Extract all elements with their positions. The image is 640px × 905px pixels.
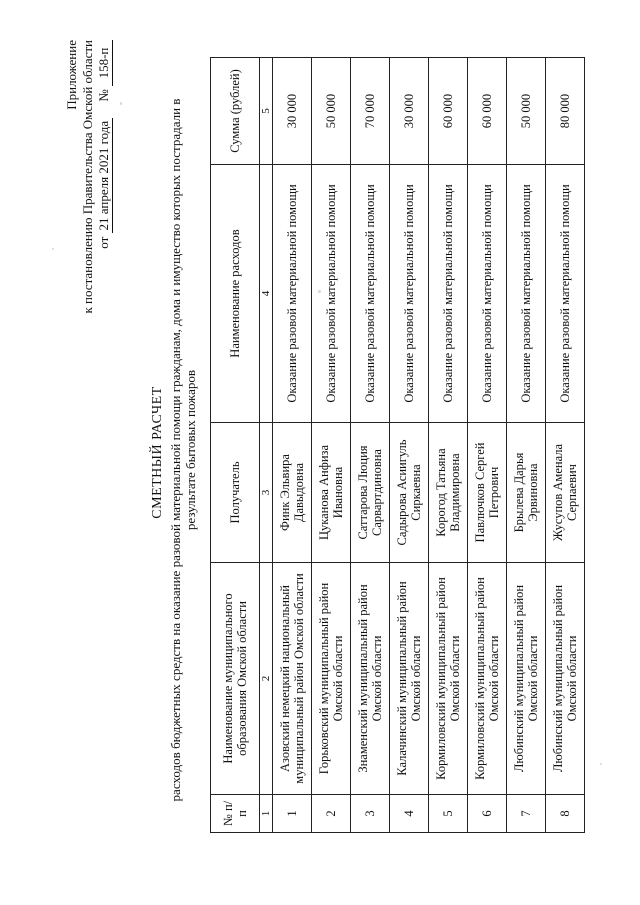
column-number: 2 bbox=[260, 563, 273, 795]
scan-speck bbox=[120, 102, 122, 105]
row-number: 6 bbox=[468, 795, 507, 833]
table-row bbox=[507, 58, 546, 833]
header-number: № п/п bbox=[211, 795, 260, 833]
municipality-cell: Любинский муниципальный район Омской области bbox=[507, 563, 546, 795]
table-body bbox=[273, 58, 585, 833]
recipient-cell: Жусупов Аменала Серпаевич bbox=[546, 423, 585, 563]
header-recipient: Получатель bbox=[211, 423, 260, 563]
estimate-table bbox=[210, 57, 585, 833]
document-title: СМЕТНЫЙ РАСЧЕТ bbox=[150, 386, 165, 519]
recipient-cell: Брылева Дарья Эрвиновна bbox=[507, 423, 546, 563]
municipality-cell: Горьковский муниципальный район Омской области bbox=[312, 563, 351, 795]
amount-cell: 80 000 bbox=[546, 58, 585, 165]
amount-cell: 30 000 bbox=[273, 58, 312, 165]
municipality-cell: Калачинский муниципальный район Омской области bbox=[390, 563, 429, 795]
appendix-label: Приложение bbox=[64, 40, 79, 110]
resolution-reference: к постановлению Правительства Омской области bbox=[80, 40, 95, 314]
municipality-cell: Азовский немецкий национальный муниципальный район Омской области bbox=[273, 563, 312, 795]
recipient-cell: Павлючков Сергей Петрович bbox=[468, 423, 507, 563]
resolution-number: 158-п bbox=[96, 40, 113, 86]
column-number: 1 bbox=[260, 795, 273, 833]
expense-cell: Оказание разовой материальной помощи bbox=[546, 165, 585, 423]
municipality-cell: Любинский муниципальный район Омской области bbox=[546, 563, 585, 795]
amount-cell: 60 000 bbox=[468, 58, 507, 165]
municipality-cell: Кормиловский муниципальный район Омской области bbox=[429, 563, 468, 795]
column-number: 4 bbox=[260, 165, 273, 423]
column-number-row bbox=[260, 58, 273, 833]
resolution-date-line bbox=[96, 40, 113, 340]
row-number: 1 bbox=[273, 795, 312, 833]
row-number: 3 bbox=[351, 795, 390, 833]
row-number: 4 bbox=[390, 795, 429, 833]
amount-cell: 30 000 bbox=[390, 58, 429, 165]
header-amount: Сумма (рублей) bbox=[211, 58, 260, 165]
municipality-cell: Кормиловский муниципальный район Омской области bbox=[468, 563, 507, 795]
table-row bbox=[546, 58, 585, 833]
table-row bbox=[390, 58, 429, 833]
amount-cell: 50 000 bbox=[312, 58, 351, 165]
recipient-cell: Садырова Асиигуль Сиркаевна bbox=[390, 423, 429, 563]
expense-cell: Оказание разовой материальной помощи bbox=[507, 165, 546, 423]
table-header-row bbox=[211, 58, 260, 833]
recipient-cell: Финк Эльвира Давыдовна bbox=[273, 423, 312, 563]
expense-cell: Оказание разовой материальной помощи bbox=[273, 165, 312, 423]
row-number: 5 bbox=[429, 795, 468, 833]
approval-stamp bbox=[64, 40, 113, 340]
row-number: 8 bbox=[546, 795, 585, 833]
table-row bbox=[468, 58, 507, 833]
recipient-cell: Саттарова Люция Сарвартдиновна bbox=[351, 423, 390, 563]
scan-speck bbox=[318, 290, 321, 293]
document-subtitle: расходов бюджетных средств на оказание разовой материальной помощи гражданам, дома и имущество которых пострадали в результате бытовых пожаров bbox=[168, 98, 198, 802]
header-municipality: Наименование муниципального образования Омской области bbox=[211, 563, 260, 795]
number-label: № bbox=[96, 89, 111, 102]
from-label: от bbox=[96, 236, 111, 249]
expense-cell: Оказание разовой материальной помощи bbox=[468, 165, 507, 423]
row-number: 2 bbox=[312, 795, 351, 833]
scan-speck bbox=[52, 248, 54, 250]
expense-cell: Оказание разовой материальной помощи bbox=[390, 165, 429, 423]
table-row bbox=[312, 58, 351, 833]
amount-cell: 70 000 bbox=[351, 58, 390, 165]
table-row bbox=[273, 58, 312, 833]
column-number: 3 bbox=[260, 423, 273, 563]
row-number: 7 bbox=[507, 795, 546, 833]
table-row bbox=[351, 58, 390, 833]
table-row bbox=[429, 58, 468, 833]
amount-cell: 50 000 bbox=[507, 58, 546, 165]
expense-cell: Оказание разовой материальной помощи bbox=[429, 165, 468, 423]
expense-cell: Оказание разовой материальной помощи bbox=[312, 165, 351, 423]
resolution-date: 21 апреля 2021 года bbox=[96, 118, 113, 234]
header-expense: Наименование расходов bbox=[211, 165, 260, 423]
expense-cell: Оказание разовой материальной помощи bbox=[351, 165, 390, 423]
recipient-cell: Корогод Татьяна Владимировна bbox=[429, 423, 468, 563]
scan-speck bbox=[600, 763, 602, 765]
recipient-cell: Цуканова Анфиза Ивановна bbox=[312, 423, 351, 563]
amount-cell: 60 000 bbox=[429, 58, 468, 165]
column-number: 5 bbox=[260, 58, 273, 165]
municipality-cell: Знаменский муниципальный район Омской области bbox=[351, 563, 390, 795]
